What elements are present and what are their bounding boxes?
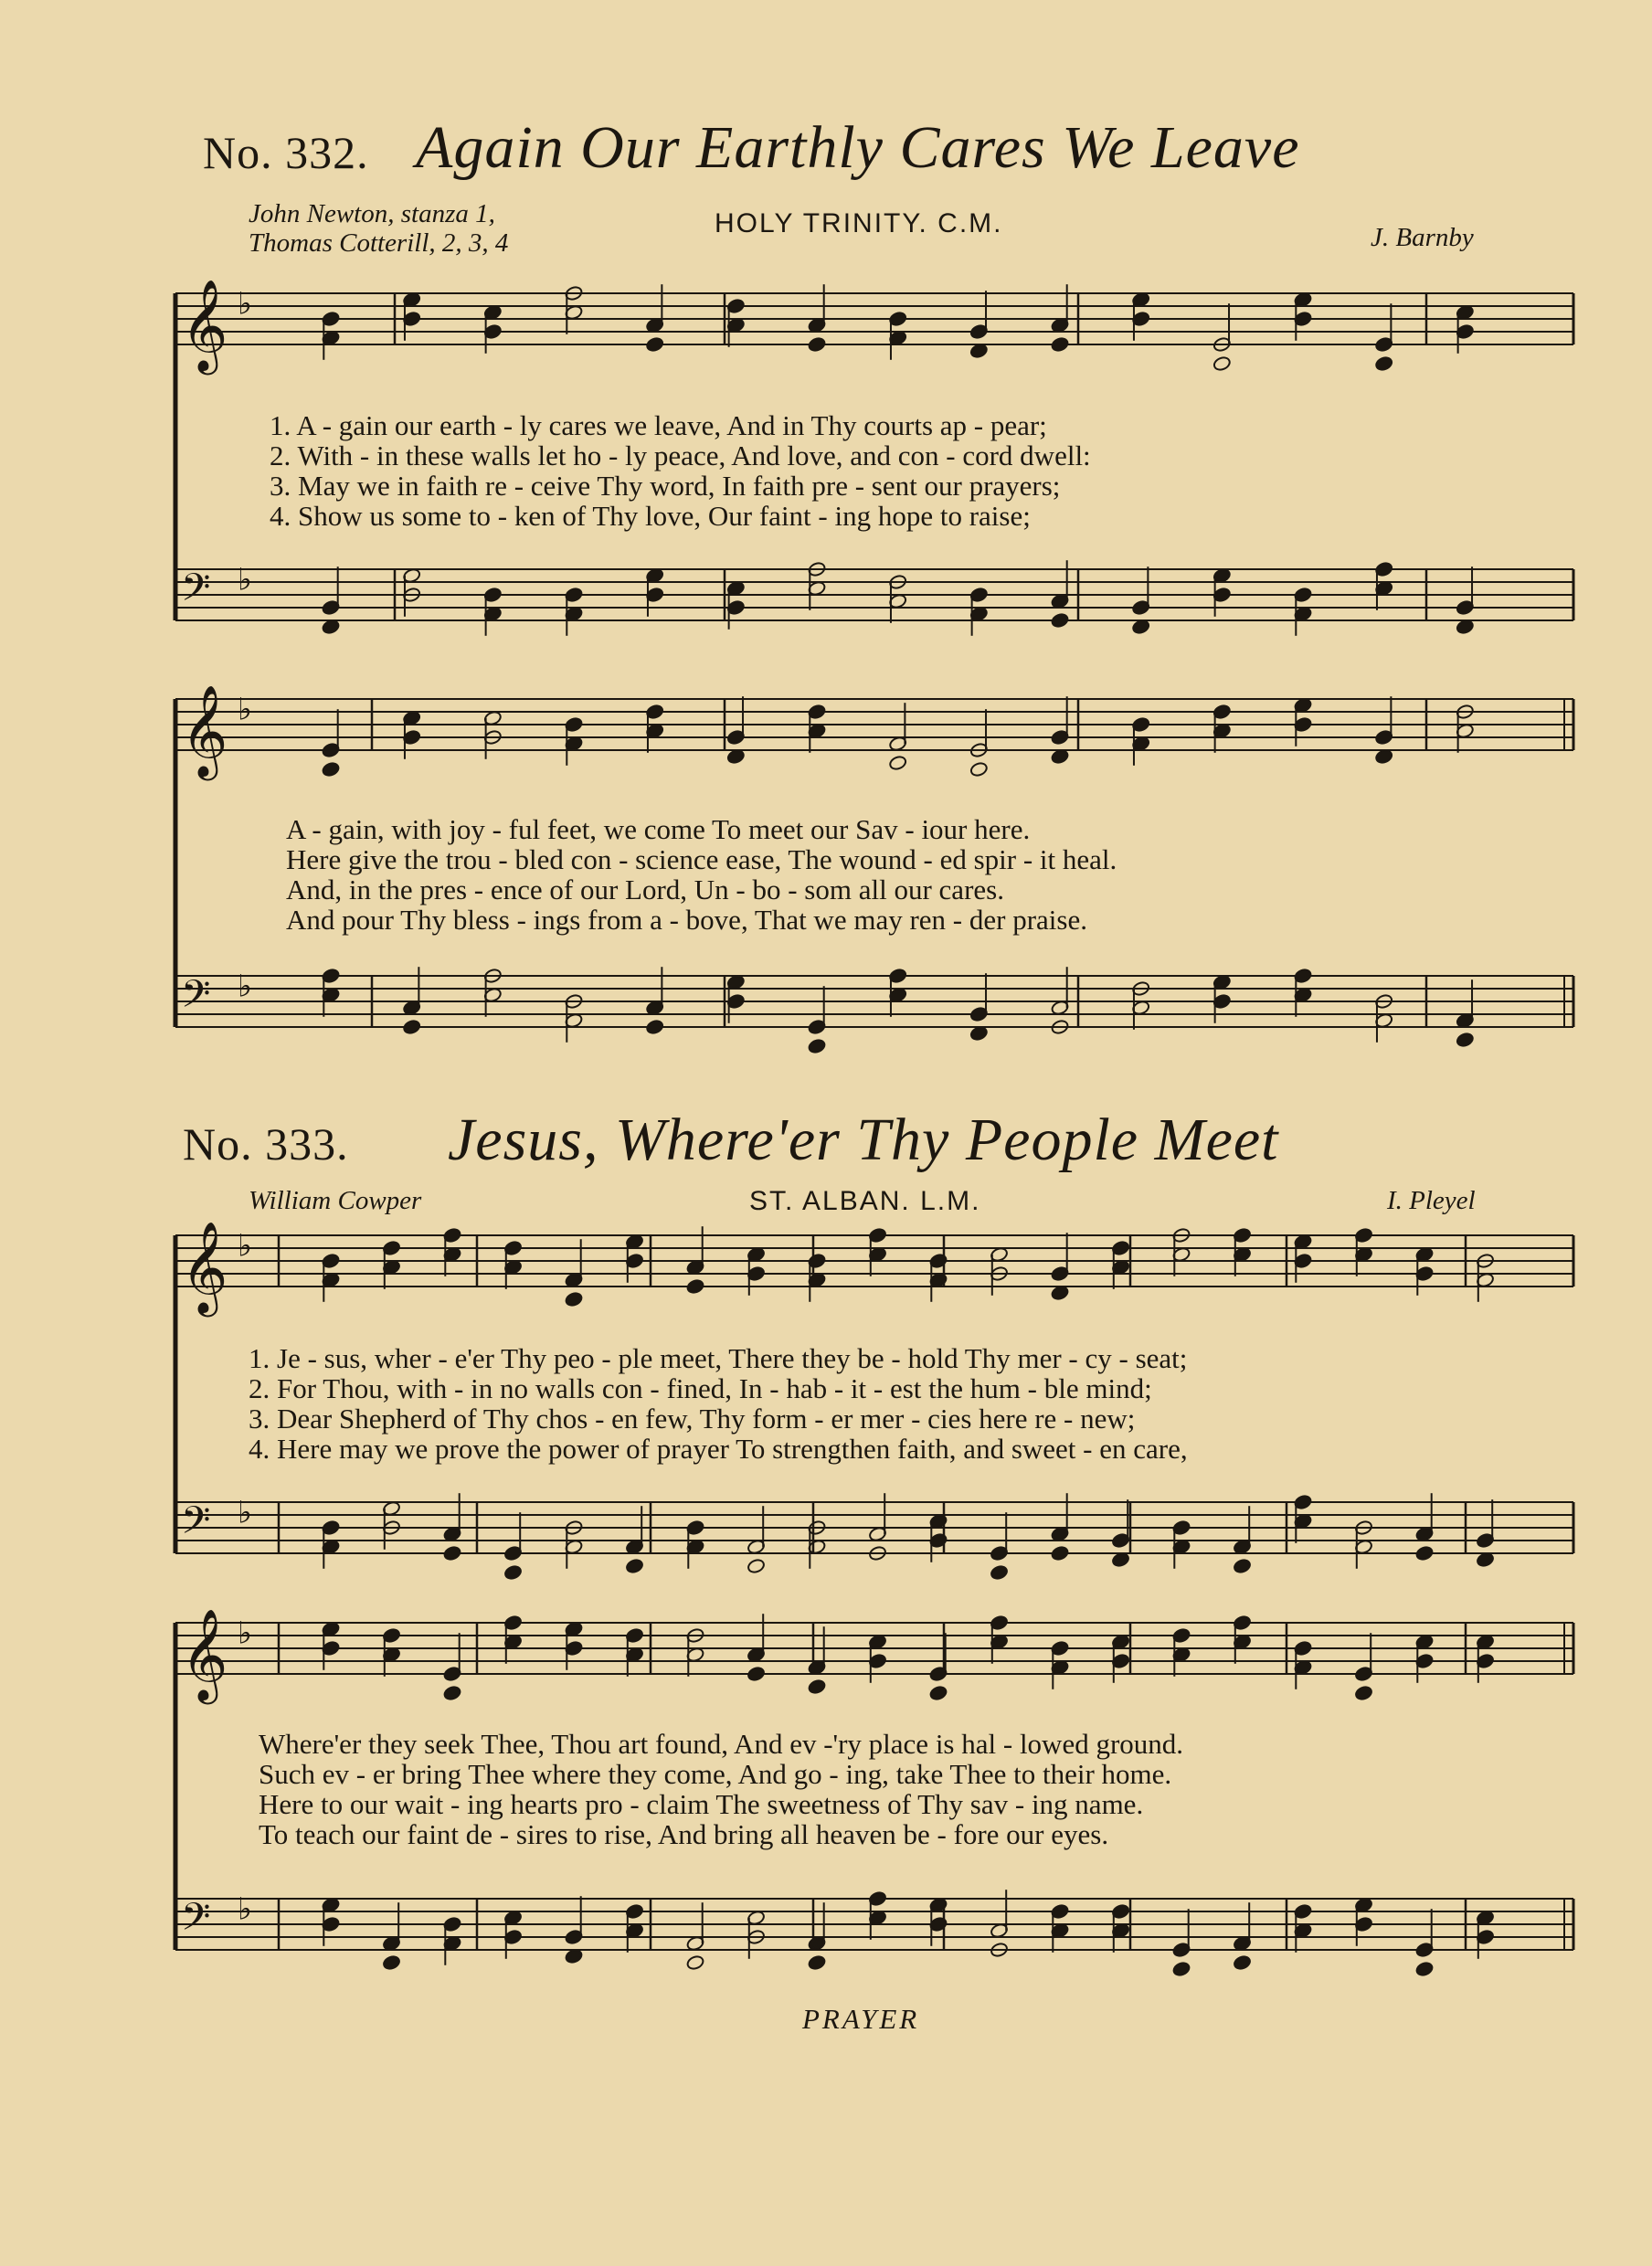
h333-system2-treble-note-head <box>443 1685 462 1701</box>
h333-system1-bass-note-head <box>990 1564 1009 1581</box>
flat-sign-icon: ♭ <box>238 285 252 322</box>
h332-system2-bass-note-head <box>645 1019 664 1035</box>
bass-clef-icon: 𝄢 <box>181 1498 211 1551</box>
h333-system1-treble-note-head <box>686 1278 705 1295</box>
lyric-line: Here give the trou - bled con - science ease, The wound - ed spir - it heal. <box>286 843 1117 875</box>
h333-system1-bass-note-head <box>443 1545 462 1562</box>
h332-system1-bass-note-head <box>1051 612 1070 629</box>
h332-system1-treble-note-head <box>1213 355 1232 372</box>
hymn-332-tune-name: HOLY TRINITY. C.M. <box>715 208 1003 238</box>
h333-system2-bass-note-head <box>1233 1954 1252 1971</box>
lyric-line: 4. Here may we prove the power of prayer To strengthen faith, and sweet - en care, <box>249 1433 1188 1465</box>
h332-system2-treble-note-head <box>888 755 907 771</box>
lyric-line: 4. Show us some to - ken of Thy love, Our faint - ing hope to raise; <box>270 500 1031 532</box>
lyric-line: 1. A - gain our earth - ly cares we leave, And in Thy courts ap - pear; <box>270 409 1047 441</box>
lyric-line: To teach our faint de - sires to rise, And bring all heaven be - fore our eyes. <box>259 1818 1109 1850</box>
hymn-332-composer: J. Barnby <box>1371 223 1474 252</box>
flat-sign-icon: ♭ <box>238 691 252 727</box>
h333-system2-treble-note-head <box>929 1685 948 1701</box>
lyric-line: A - gain, with joy - ful feet, we come To meet our Sav - iour here. <box>286 813 1031 845</box>
h333-system2-bass-note-head <box>382 1954 401 1971</box>
bass-clef-icon: 𝄢 <box>181 565 211 619</box>
flat-sign-icon: ♭ <box>238 968 252 1004</box>
h332-system2-treble-note-head <box>322 761 341 778</box>
h332-system2-bass-note-head <box>402 1019 421 1035</box>
lyric-line: 2. For Thou, with - in no walls con - fined, In - hab - it - est the hum - ble mind; <box>249 1372 1152 1404</box>
lyric-line: Where'er they seek Thee, Thou art found, And ev -'ry place is hal - lowed ground. <box>259 1728 1184 1760</box>
h333-system2-bass-note-head <box>686 1954 705 1971</box>
treble-clef-icon: 𝄞 <box>181 1608 228 1700</box>
flat-sign-icon: ♭ <box>238 1890 252 1927</box>
hymn-333-number: No. 333. <box>183 1118 349 1170</box>
flat-sign-icon: ♭ <box>238 1227 252 1264</box>
page-footer-topic: PRAYER <box>802 2003 920 2035</box>
h333-system1-bass-note-head <box>625 1558 644 1574</box>
lyric-line: Such ev - er bring Thee where they come, And go - ing, take Thee to their home. <box>259 1758 1172 1790</box>
h333-system1-bass-note-head <box>1233 1558 1252 1574</box>
h332-system2-bass-note-head <box>808 1038 827 1054</box>
hymn-332-author-line1: John Newton, stanza 1, <box>249 199 495 228</box>
treble-clef-icon: 𝄞 <box>181 279 228 371</box>
h332-system1-treble-note-head <box>1374 355 1393 372</box>
bass-clef-icon: 𝄢 <box>181 971 211 1025</box>
h332-system1-treble-note-head <box>808 336 827 353</box>
flat-sign-icon: ♭ <box>238 1494 252 1530</box>
h333-system2-bass-note-head <box>1415 1961 1435 1977</box>
lyric-line: 3. May we in faith re - ceive Thy word, In faith pre - sent our prayers; <box>270 470 1061 502</box>
lyric-line: 2. With - in these walls let ho - ly peace, And love, and con - cord dwell: <box>270 439 1091 471</box>
hymn-332-author-line2: Thomas Cotterill, 2, 3, 4 <box>249 228 509 258</box>
lyric-line: And pour Thy bless - ings from a - bove, That we may ren - der praise. <box>286 904 1087 936</box>
h333-system1-bass-note-head <box>503 1564 523 1581</box>
flat-sign-icon: ♭ <box>238 561 252 598</box>
h332-system1-treble-note-head <box>1051 336 1070 353</box>
h333-system1-bass-note-head <box>747 1558 766 1574</box>
h333-system1-bass-note-head <box>1415 1545 1435 1562</box>
hymn-333-tune-name: ST. ALBAN. L.M. <box>749 1186 981 1216</box>
treble-clef-icon: 𝄞 <box>181 1221 228 1313</box>
h332-system2-bass-note-head <box>1456 1032 1475 1048</box>
lyric-line: And, in the pres - ence of our Lord, Un - bo - som all our cares. <box>286 874 1004 905</box>
h333-system2-treble-note-head <box>1354 1685 1373 1701</box>
treble-clef-icon: 𝄞 <box>181 684 228 777</box>
hymn-332-number: No. 332. <box>203 127 369 178</box>
h333-system2-treble-note-head <box>808 1678 827 1695</box>
h332-system1-treble-note-head <box>645 336 664 353</box>
bass-clef-icon: 𝄢 <box>181 1894 211 1948</box>
h333-system2-bass-note-head <box>1172 1961 1191 1977</box>
h332-system2-treble-note-head <box>969 761 989 778</box>
h333-system1-treble-note-head <box>565 1291 584 1308</box>
lyric-line: Here to our wait - ing hearts pro - claim The sweetness of Thy sav - ing name. <box>259 1788 1144 1820</box>
hymn-333-title: Jesus, Where'er Thy People Meet <box>448 1107 1279 1173</box>
hymn-333-author: William Cowper <box>249 1186 422 1215</box>
hymn-332-title: Again Our Earthly Cares We Leave <box>416 114 1300 181</box>
flat-sign-icon: ♭ <box>238 1615 252 1651</box>
lyric-line: 3. Dear Shepherd of Thy chos - en few, Thy form - er mer - cies here re - new; <box>249 1403 1136 1435</box>
hymn-333-composer: I. Pleyel <box>1387 1186 1476 1215</box>
h333-system2-treble-note-head <box>747 1666 766 1682</box>
h333-system2-bass-note-head <box>808 1954 827 1971</box>
h333-system1-bass-note-head <box>1051 1545 1070 1562</box>
lyric-line: 1. Je - sus, wher - e'er Thy peo - ple meet, There they be - hold Thy mer - cy - seat; <box>249 1342 1188 1374</box>
